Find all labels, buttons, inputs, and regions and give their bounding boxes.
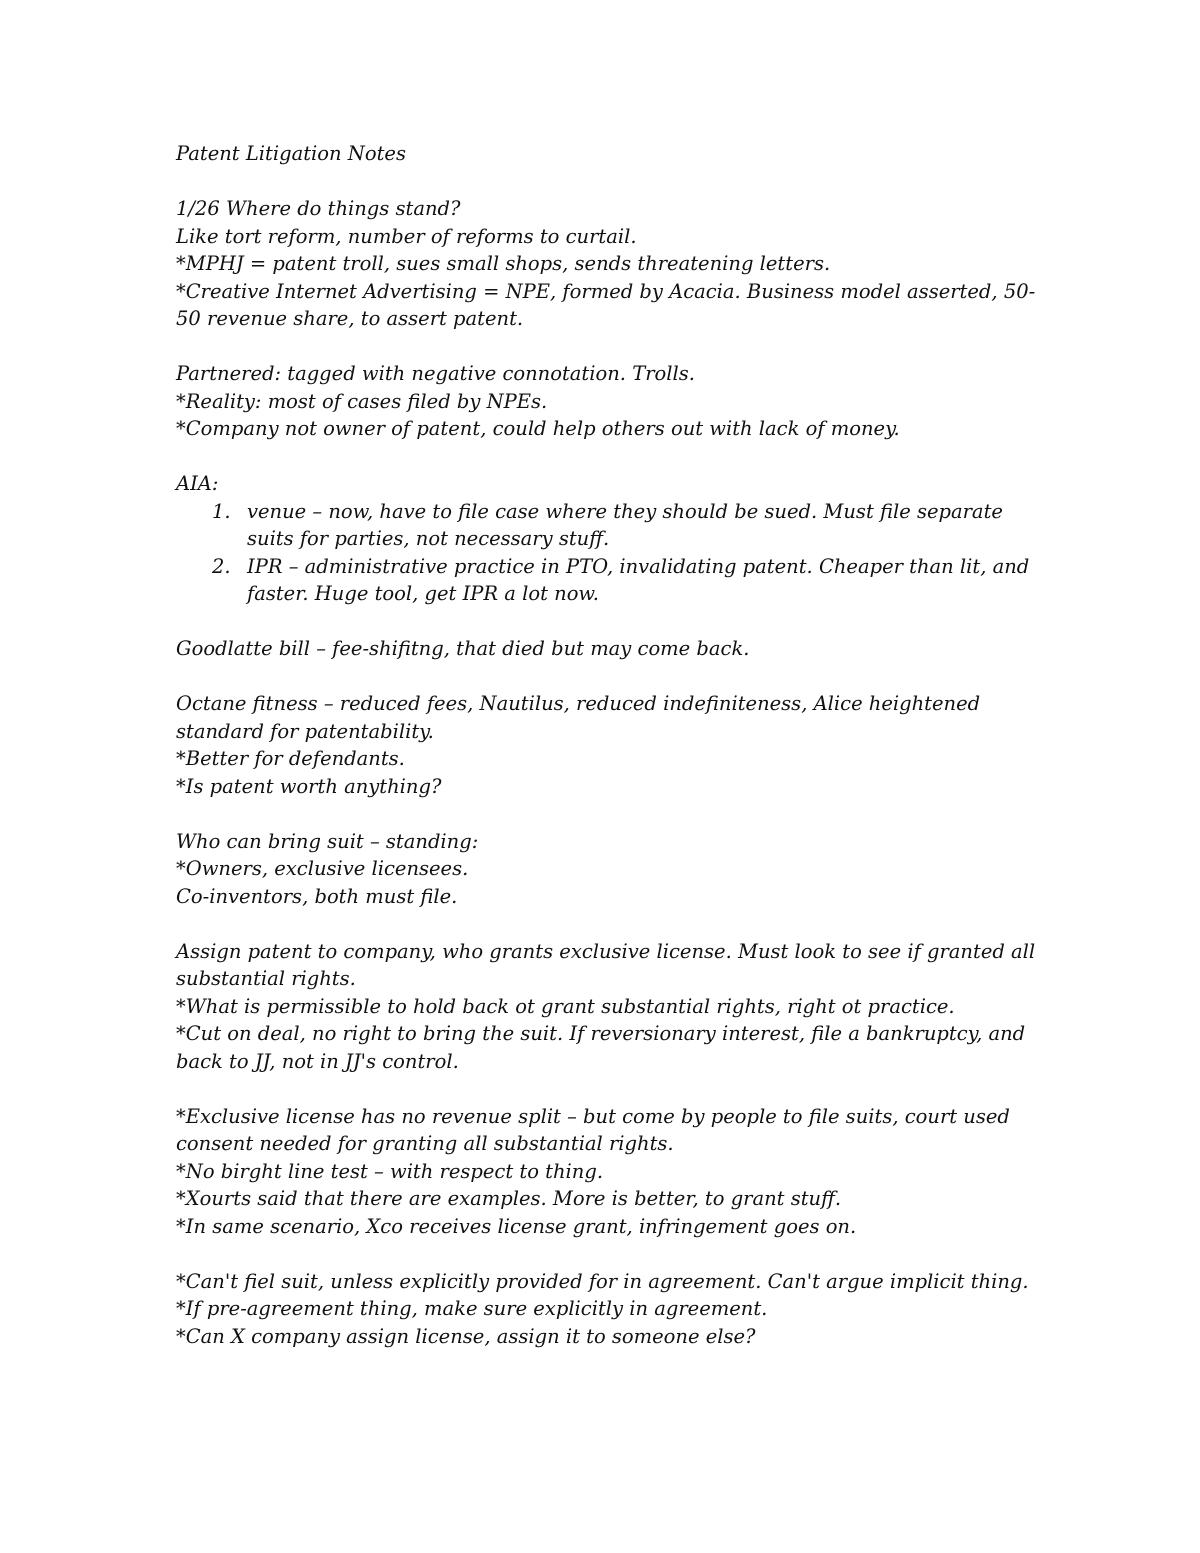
note-line: *Can X company assign license, assign it to someone else? (176, 1324, 756, 1348)
aia-numbered-list (176, 498, 1036, 608)
note-line: Partnered: tagged with negative connotation. Trolls. (176, 362, 695, 385)
note-line: *Exclusive license has no revenue split – but come by people to file suits, court used consent needed for granting all substantial rights. (176, 1104, 1010, 1155)
paragraph-gap (176, 663, 1036, 691)
section-octane-fitness (176, 690, 1036, 800)
note-line: Who can bring suit – standing: (176, 829, 479, 853)
list-item (212, 498, 1036, 553)
note-line: *MPHJ = patent troll, sues small shops, sends threatening letters. (176, 252, 831, 275)
section-standing (176, 828, 1036, 911)
list-number: 1. (212, 499, 231, 523)
note-line: *Reality: most of cases filed by NPEs. (176, 389, 548, 413)
paragraph-gap (176, 333, 1036, 361)
list-number: 2. (212, 554, 231, 578)
document-title: Patent Litigation Notes (176, 142, 406, 165)
paragraph-gap (176, 443, 1036, 471)
section-goodlatte (176, 635, 1036, 663)
section-where-things-stand (176, 195, 1036, 333)
paragraph-gap (176, 910, 1036, 938)
section-heading: AIA: (176, 472, 219, 495)
note-line: *Better for defendants. (176, 747, 405, 770)
note-line: *Cut on deal, no right to bring the suit. If reversionary interest, file a bankruptcy, and back to JJ, not in JJ's control. (176, 1022, 1026, 1073)
note-line: *If pre-agreement thing, make sure explicitly in agreement. (176, 1297, 768, 1320)
paragraph-gap (176, 800, 1036, 828)
paragraph-gap (176, 608, 1036, 636)
note-line: *Company not owner of patent, could help others out with lack of money. (176, 417, 900, 440)
section-exclusive-license (176, 1103, 1036, 1241)
note-line: *No birght line test – with respect to thing. (176, 1159, 604, 1183)
paragraph-gap (176, 168, 1036, 196)
section-assign-patent (176, 938, 1036, 1076)
note-line: 1/26 Where do things stand? (176, 197, 461, 220)
note-line: *Owners, exclusive licensees. (176, 857, 469, 880)
note-line: Co-inventors, both must file. (176, 884, 458, 908)
section-partnered (176, 360, 1036, 443)
note-line: *In same scenario, Xco receives license grant, infringement goes on. (176, 1214, 857, 1238)
note-line: Like tort reform, number of reforms to curtail. (176, 224, 637, 248)
list-item (212, 553, 1036, 608)
section-explicit-agreement (176, 1268, 1036, 1351)
note-line: *Can't fiel suit, unless explicitly provided for in agreement. Can't argue implicit thing. (176, 1269, 1029, 1293)
list-item-text: IPR – administrative practice in PTO, invalidating patent. Cheaper than lit, and faster. Huge tool, get IPR a lot now. (247, 554, 1030, 605)
note-line: Assign patent to company, who grants exclusive license. Must look to see if granted all substantial rights. (176, 939, 1036, 990)
note-line: Goodlatte bill – fee-shifitng, that died but may come back. (176, 637, 750, 660)
note-line: *Xourts said that there are examples. More is better, to grant stuff. (176, 1187, 842, 1210)
note-line: *What is permissible to hold back ot grant substantial rights, right ot practice. (176, 994, 955, 1018)
paragraph-gap (176, 1240, 1036, 1268)
note-line: *Is patent worth anything? (176, 774, 442, 798)
note-line: *Creative Internet Advertising = NPE, formed by Acacia. Business model asserted, 50-50 revenue share, to assert patent. (176, 279, 1036, 330)
list-item-text: venue – now, have to file case where they should be sued. Must file separate suits for parties, not necessary stuff. (247, 499, 1003, 550)
paragraph-gap (176, 1075, 1036, 1103)
document-body (176, 140, 1036, 1350)
note-line: Octane fitness – reduced fees, Nautilus, reduced indefiniteness, Alice heightened standard for patentability. (176, 692, 981, 743)
section-aia (176, 470, 1036, 608)
